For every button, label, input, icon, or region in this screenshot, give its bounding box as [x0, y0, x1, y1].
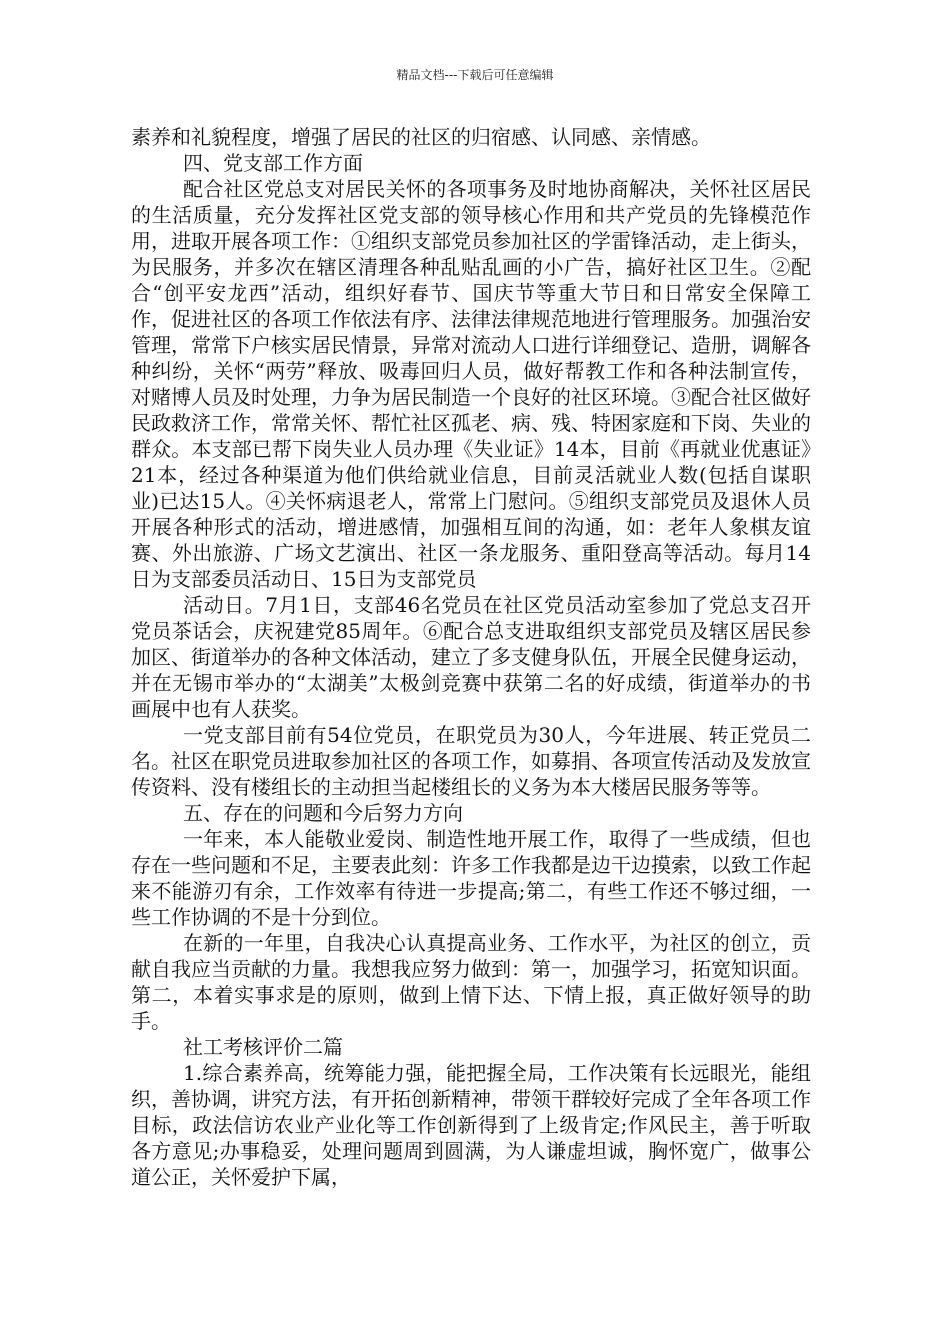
section-heading-4: 四、党支部工作方面 — [183, 151, 363, 175]
section-heading-evaluation: 社工考核评价二篇 — [183, 1035, 343, 1059]
page-header: 精品文档---下载后可任意编辑 — [396, 68, 554, 82]
paragraph-7: 在新的一年里，自我决心认真提高业务、工作水平，为社区的创立，贡献自我应当贡献的力量。我想我应努力做到：第一，加强学习，拓宽知识面。第二，本着实事求是的原则，做到上情下达、下情上报，真正做好领导的助手。 — [131, 931, 811, 1033]
paragraph-9: 1.综合素养高，统筹能力强，能把握全局，工作决策有长远眼光，能组织，善协调，讲究方法，有开拓创新精神，带领干群较好完成了全年各项工作目标，政法信访农业产业化等工作创新得到了上级肯定;作风民主，善于听取各方意见;办事稳妥，处理问题周到圆满，为人谦虚坦诚，胸怀宽广，做事公道公正，关怀爱护下属， — [131, 1061, 811, 1189]
paragraph-3: 活动日。7月1日，支部46名党员在社区党员活动室参加了党总支召开党员茶话会，庆祝建党85周年。⑥配合总支进取组织支部党员及辖区居民参加区、街道举办的各种文体活动，建立了多支健身队伍，开展全民健身运动，并在无锡市举办的“太湖美”太极剑竞赛中获第二名的好成绩，街道举办的书画展中也有人获奖。 — [131, 593, 811, 721]
paragraph-2: 配合社区党总支对居民关怀的各项事务及时地协商解决，关怀社区居民的生活质量，充分发挥社区党支部的领导核心作用和共产党员的先锋模范作用，进取开展各项工作：①组织支部党员参加社区的学雷锋活动，走上街头，为民服务，并多次在辖区清理各种乱贴乱画的小广告，搞好社区卫生。②配合“创平安龙西”活动，组织好春节、国庆节等重大节日和日常安全保障工作，促进社区的各项工作依法有序、法律法律规范地进行管理服务。加强治安管理，常常下户核实居民情景，异常对流动人口进行详细登记、造册，调解各种纠纷，关怀“两劳”释放、吸毒回归人员，做好帮教工作和各种法制宣传，对赌博人员及时处理，力争为居民制造一个良好的社区环境。③配合社区做好民政救济工作，常常关怀、帮忙社区孤老、病、残、特困家庭和下岗、失业的群众。本支部已帮下岗失业人员办理《失业证》14本，目前《再就业优惠证》21本，经过各种渠道为他们供给就业信息，目前灵活就业人数(包括自谋职业)已达15人。④关怀病退老人，常常上门慰问。⑤组织支部党员及退休人员开展各种形式的活动，增进感情，加强相互间的沟通，如：老年人象棋友谊赛、外出旅游、广场文艺演出、社区一条龙服务、重阳登高等活动。每月14日为支部委员活动日、15日为支部党员 — [131, 177, 811, 591]
document-body — [131, 124, 811, 1190]
section-heading-5: 五、存在的问题和今后努力方向 — [183, 801, 463, 825]
paragraph-0: 素养和礼貌程度，增强了居民的社区的归宿感、认同感、亲情感。 — [131, 125, 711, 149]
paragraph-6: 一年来，本人能敬业爱岗、制造性地开展工作，取得了一些成绩，但也存在一些问题和不足，主要表此刻：许多工作我都是边干边摸索，以致工作起来不能游刃有余，工作效率有待进一步提高;第二，有些工作还不够过细，一些工作协调的不是十分到位。 — [131, 827, 811, 929]
paragraph-4: 一党支部目前有54位党员，在职党员为30人，今年进展、转正党员二名。社区在职党员进取参加社区的各项工作，如募捐、各项宣传活动及发放宣传资料、没有楼组长的主动担当起楼组长的义务为本大楼居民服务等等。 — [131, 723, 811, 799]
